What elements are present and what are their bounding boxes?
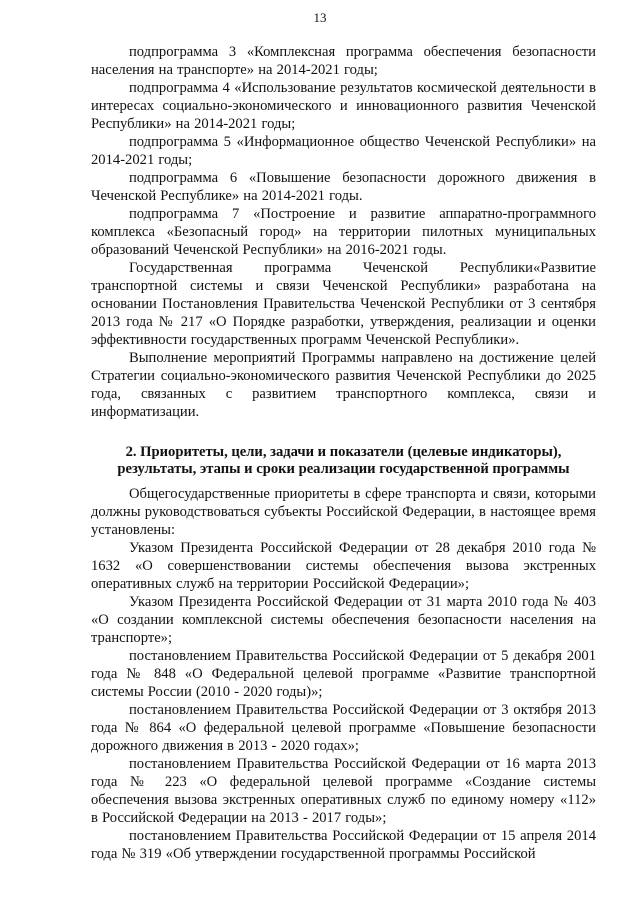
paragraph: подпрограмма 3 «Комплексная программа обеспечения безопасности населения на транспорте» на 2014-2021 годы; xyxy=(91,44,596,78)
paragraph: подпрограмма 6 «Повышение безопасности дорожного движения в Чеченской Республике» на 2014-2021 годы. xyxy=(91,170,596,204)
paragraph: постановлением Правительства Российской Федерации от 3 октября 2013 года № 864 «О федеральной целевой программе «Повышение безопасности дорожного движения в 2013 - 2020 годах»; xyxy=(91,702,596,754)
paragraph: подпрограмма 7 «Построение и развитие аппаратно-программного комплекса «Безопасный город» на территории пилотных муниципальных образований Чеченской Республики» на 2016-2021 годы. xyxy=(91,206,596,258)
paragraph: Общегосударственные приоритеты в сфере транспорта и связи, которыми должны руководствоваться субъекты Российской Федерации, в настоящее время установлены: xyxy=(91,486,596,538)
document-body xyxy=(91,43,596,863)
paragraph: Государственная программа Чеченской Республики«Развитие транспортной системы и связи Чеченской Республики» разработана на основании Постановления Правительства Чеченской Республики от 3 сентября 2013 года № 217 «О Порядке разработки, утверждения, реализации и оценки эффективности государственных программ Чеченской Республики». xyxy=(91,260,596,348)
paragraph: Указом Президента Российской Федерации от 28 декабря 2010 года № 1632 «О совершенствовании системы обеспечения вызова экстренных оперативных служб на территории Российской Федерации»; xyxy=(91,540,596,592)
section-heading-line: результаты, этапы и сроки реализации государственной программы xyxy=(117,461,570,477)
paragraph: Выполнение мероприятий Программы направлено на достижение целей Стратегии социально-экономического развития Чеченской Республики до 2025 года, связанных с развитием транспортного комплекса, связи и информатизации. xyxy=(91,350,596,420)
paragraph: постановлением Правительства Российской Федерации от 15 апреля 2014 года № 319 «Об утверждении государственной программы Российской xyxy=(91,828,596,862)
paragraph: постановлением Правительства Российской Федерации от 16 марта 2013 года № 223 «О федеральной целевой программе «Создание системы обеспечения вызова экстренных оперативных служб по единому номеру «112» в Российской Федерации на 2013 - 2017 годы»; xyxy=(91,756,596,826)
paragraph: подпрограмма 5 «Информационное общество Чеченской Республики» на 2014-2021 годы; xyxy=(91,134,596,168)
paragraph: Указом Президента Российской Федерации от 31 марта 2010 года № 403 «О создании комплексной системы обеспечения безопасности населения на транспорте»; xyxy=(91,594,596,646)
section-heading-line: 2. Приоритеты, цели, задачи и показатели (целевые индикаторы), xyxy=(125,444,562,460)
page-number: 13 xyxy=(313,10,327,25)
section-heading xyxy=(91,444,596,478)
paragraph: подпрограмма 4 «Использование результатов космической деятельности в интересах социально-экономического и инновационного развития Чеченской Республики» на 2014-2021 годы; xyxy=(91,80,596,132)
paragraph: постановлением Правительства Российской Федерации от 5 декабря 2001 года № 848 «О Федеральной целевой программе «Развитие транспортной системы России (2010 - 2020 годы)»; xyxy=(91,648,596,700)
